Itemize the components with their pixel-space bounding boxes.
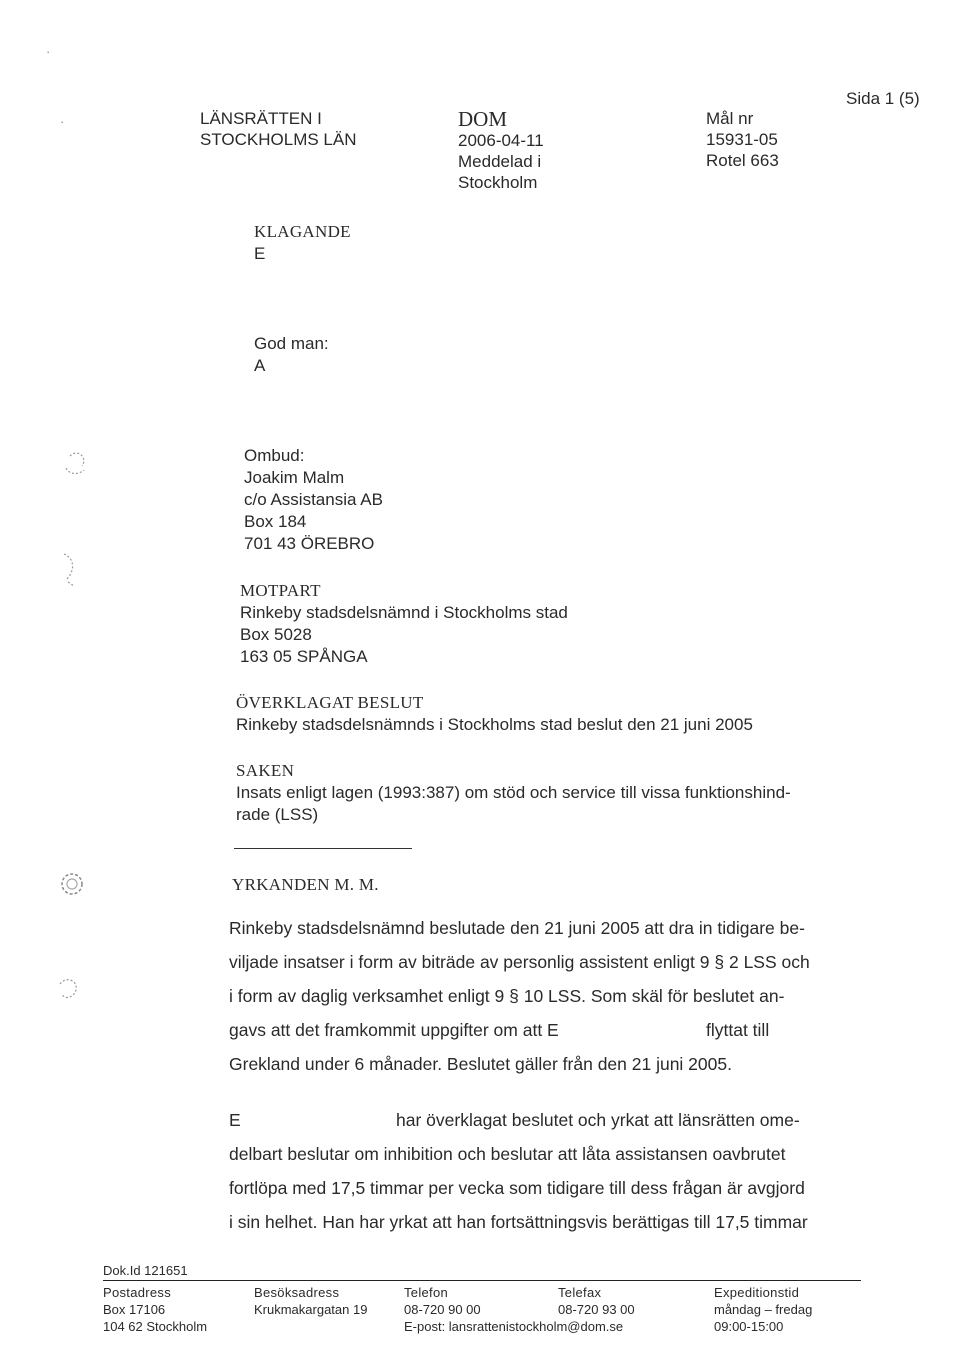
scan-mark-icon xyxy=(56,868,90,902)
scan-mark-icon xyxy=(54,546,84,590)
klagande-name: E xyxy=(254,244,266,263)
case-label: Mål nr xyxy=(706,109,754,128)
paragraph-line: viljade insatser i form av biträde av personlig assistent enligt 9 § 2 LSS och xyxy=(229,952,810,972)
motpart-line: Box 5028 xyxy=(240,625,312,644)
case-number: 15931-05 xyxy=(706,130,778,149)
footer-value: måndag – fredag xyxy=(714,1302,813,1317)
footer-value: E-post: lansrattenistockholm@dom.se xyxy=(404,1319,624,1334)
klagande-heading: KLAGANDE xyxy=(254,222,351,241)
motpart-line: 163 05 SPÅNGA xyxy=(240,647,368,666)
court-line-2: STOCKHOLMS LÄN xyxy=(200,130,357,149)
footer-label: Expeditionstid xyxy=(714,1285,800,1300)
ombud-line: c/o Assistansia AB xyxy=(244,490,383,509)
speck: · xyxy=(46,44,51,59)
paragraph-line: gavs att det framkommit uppgifter om att E xyxy=(229,1020,559,1040)
footer-postadress xyxy=(103,1284,207,1335)
court-line-1: LÄNSRÄTTEN I xyxy=(200,109,322,128)
motpart-section xyxy=(240,580,568,668)
scan-mark-icon xyxy=(52,970,86,1010)
paragraph-line: i form av daglig verksamhet enligt 9 § 10 LSS. Som skäl för beslutet an- xyxy=(229,986,785,1006)
god-man-label: God man: xyxy=(254,334,329,353)
klagande-section xyxy=(254,221,351,265)
paragraph-line: Rinkeby stadsdelsnämnd beslutade den 21 juni 2005 att dra in tidigare be- xyxy=(229,918,805,938)
footer-value: Box 17106 xyxy=(103,1302,166,1317)
footer-value: 08-720 90 00 xyxy=(404,1302,481,1317)
footer-rule xyxy=(103,1280,861,1281)
paragraph-line: fortlöpa med 17,5 timmar per vecka som tidigare till dess frågan är avgjord xyxy=(229,1178,805,1198)
footer-value: 104 62 Stockholm xyxy=(103,1319,208,1334)
section-divider xyxy=(234,848,412,849)
saken-heading: SAKEN xyxy=(236,761,295,780)
god-man-section xyxy=(254,333,329,377)
overklagat-heading: ÖVERKLAGAT BESLUT xyxy=(236,693,424,712)
paragraph-line: har överklagat beslutet och yrkat att länsrätten ome- xyxy=(396,1110,800,1130)
case-unit: Rotel 663 xyxy=(706,151,779,170)
footer-label: Postadress xyxy=(103,1285,172,1300)
paragraph-line: delbart beslutar om inhibition och beslutar att låta assistansen oavbrutet xyxy=(229,1144,786,1164)
page-number: Sida 1 (5) xyxy=(846,89,920,108)
footer-label: Telefax xyxy=(558,1285,602,1300)
ombud-section xyxy=(244,445,383,555)
saken-section xyxy=(236,760,791,826)
paragraph-line: Grekland under 6 månader. Beslutet gäller från den 21 juni 2005. xyxy=(229,1054,732,1074)
footer-value: 09:00-15:00 xyxy=(714,1319,784,1334)
ombud-line: Joakim Malm xyxy=(244,468,345,487)
document-date: 2006-04-11 xyxy=(458,131,544,150)
motpart-heading: MOTPART xyxy=(240,581,321,600)
footer-telefax xyxy=(558,1284,635,1318)
footer-besoksadress xyxy=(254,1284,367,1318)
case-info xyxy=(706,108,779,171)
footer-value: Krukmakargatan 19 xyxy=(254,1302,368,1317)
saken-line: Insats enligt lagen (1993:387) om stöd och service till vissa funktionshind- xyxy=(236,783,791,802)
paragraph-line-end: flyttat till xyxy=(706,1020,770,1040)
overklagat-text: Rinkeby stadsdelsnämnds i Stockholms stad beslut den 21 juni 2005 xyxy=(236,715,753,734)
court-name xyxy=(200,108,357,150)
document-type: DOM xyxy=(458,107,508,131)
footer-value: 08-720 93 00 xyxy=(558,1302,635,1317)
speck: · xyxy=(60,114,65,129)
ombud-line: Box 184 xyxy=(244,512,307,531)
god-man-name: A xyxy=(254,356,266,375)
yrkanden-heading: YRKANDEN M. M. xyxy=(232,875,379,894)
motpart-line: Rinkeby stadsdelsnämnd i Stockholms stad xyxy=(240,603,568,622)
issued-place: Stockholm xyxy=(458,173,538,192)
footer-expeditionstid xyxy=(714,1284,812,1335)
overklagat-section xyxy=(236,692,753,736)
paragraph-line: i sin helhet. Han har yrkat att han fortsättningsvis berättigas till 17,5 timmar xyxy=(229,1212,808,1232)
scan-mark-icon xyxy=(58,446,92,492)
issued-label: Meddelad i xyxy=(458,152,542,171)
ombud-line: 701 43 ÖREBRO xyxy=(244,534,375,553)
saken-line: rade (LSS) xyxy=(236,805,319,824)
footer-label: Telefon xyxy=(404,1285,449,1300)
ombud-label: Ombud: xyxy=(244,446,305,465)
document-info xyxy=(458,108,544,193)
footer-label: Besöksadress xyxy=(254,1285,340,1300)
document-id: Dok.Id 121651 xyxy=(103,1263,188,1278)
paragraph-name: E xyxy=(229,1110,241,1130)
